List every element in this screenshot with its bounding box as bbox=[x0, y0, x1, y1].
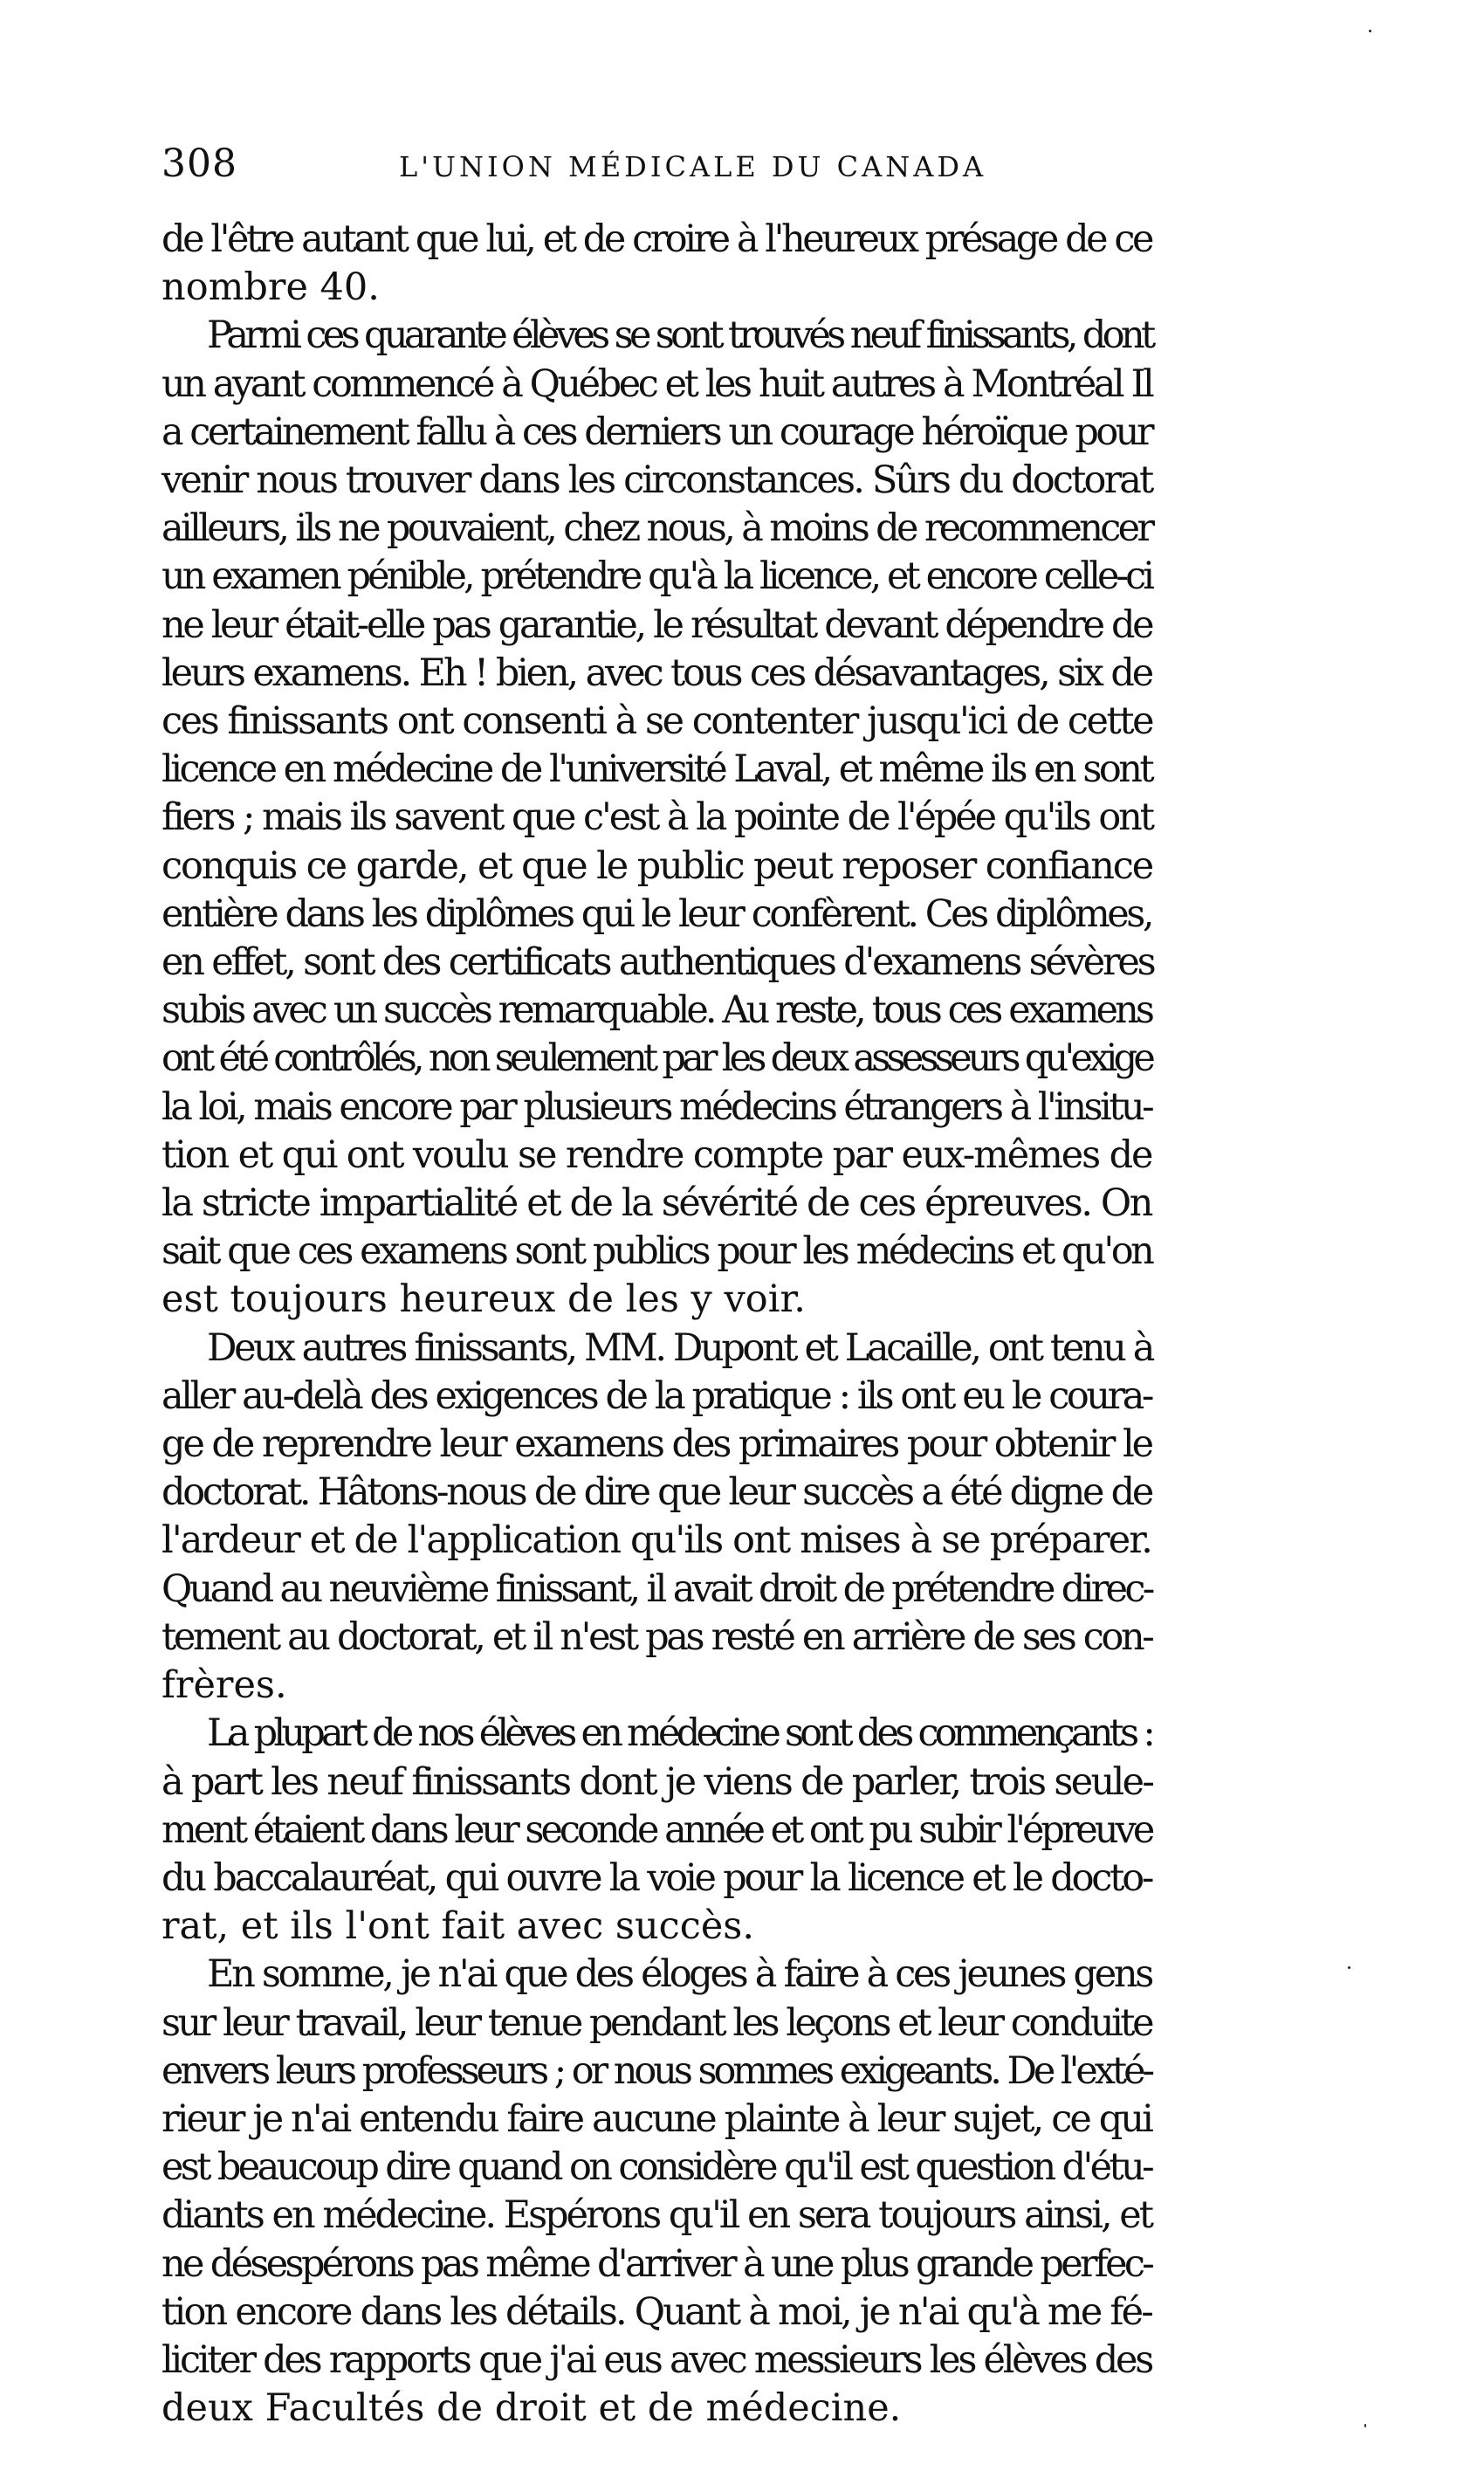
text-line: ailleurs, ils ne pouvaient, chez nous, à moins de recommencer bbox=[161, 506, 1152, 551]
ink-speck bbox=[1369, 30, 1371, 32]
text-line: sait que ces examens sont publics pour les médecins et qu'on bbox=[161, 1229, 1152, 1274]
text-line: frères. bbox=[161, 1663, 287, 1708]
text-line: envers leurs professeurs ; or nous sommes exigeants. De l'exté- bbox=[161, 2048, 1151, 2093]
text-line: un examen pénible, prétendre qu'à la licence, et encore celle-ci bbox=[161, 554, 1151, 599]
text-line: fiers ; mais ils savent que c'est à la pointe de l'épée qu'ils ont bbox=[161, 795, 1152, 840]
text-line: rieur je n'ai entendu faire aucune plainte à leur sujet, ce qui bbox=[161, 2096, 1151, 2141]
text-line: venir nous trouver dans les circonstances. Sûrs du doctorat bbox=[161, 458, 1152, 503]
text-line: aller au-delà des exigences de la pratique : ils ont eu le coura- bbox=[161, 1373, 1151, 1418]
text-line: sur leur travail, leur tenue pendant les leçons et leur conduite bbox=[161, 2000, 1151, 2045]
text-line: Parmi ces quarante élèves se sont trouvés neuf finissants, dont bbox=[207, 313, 1152, 358]
text-line: de l'être autant que lui, et de croire à l'heureux présage de ce bbox=[161, 217, 1151, 261]
text-line: tion encore dans les détails. Quant à moi, je n'ai qu'à me fé- bbox=[161, 2289, 1151, 2334]
text-line: ment étaient dans leur seconde année et ont pu subir l'épreuve bbox=[161, 1807, 1152, 1852]
text-line: entière dans les diplômes qui le leur confèrent. Ces diplômes, bbox=[161, 891, 1151, 936]
text-line: a certainement fallu à ces derniers un courage héroïque pour bbox=[161, 410, 1151, 454]
text-line: tion et qui ont voulu se rendre compte par eux-mêmes de bbox=[161, 1132, 1152, 1177]
text-line: est beaucoup dire quand on considère qu'il est question d'étu- bbox=[161, 2145, 1151, 2190]
text-line: subis avec un succès remarquable. Au reste, tous ces examens bbox=[161, 988, 1151, 1033]
text-line: ont été contrôlés, non seulement par les deux assesseurs qu'exige bbox=[161, 1036, 1151, 1081]
text-line: à part les neuf finissants dont je viens de parler, trois seule- bbox=[161, 1759, 1153, 1804]
text-line: En somme, je n'ai que des éloges à faire à ces jeunes gens bbox=[207, 1952, 1151, 1997]
page-header bbox=[161, 141, 1148, 194]
text-line: est toujours heureux de les y voir. bbox=[161, 1277, 806, 1322]
body-text bbox=[161, 216, 1154, 2433]
text-line: ces finissants ont consenti à se contenter jusqu'ici de cette bbox=[161, 699, 1153, 744]
text-line: ne désespérons pas même d'arriver à une plus grande perfec- bbox=[161, 2241, 1152, 2286]
text-line: La plupart de nos élèves en médecine sont des commençants : bbox=[207, 1711, 1152, 1756]
text-line: deux Facultés de droit et de médecine. bbox=[161, 2386, 902, 2431]
text-line: conquis ce garde, et que le public peut reposer confiance bbox=[161, 843, 1153, 888]
text-line: tement au doctorat, et il n'est pas resté en arrière de ses con- bbox=[161, 1614, 1152, 1659]
ink-speck bbox=[1364, 2424, 1366, 2427]
text-line: licence en médecine de l'université Laval, et même ils en sont bbox=[161, 747, 1152, 792]
ink-speck bbox=[1348, 1966, 1350, 1969]
text-line: du baccalauréat, qui ouvre la voie pour la licence et le docto- bbox=[161, 1855, 1152, 1900]
running-title: L'UNION MÉDICALE DU CANADA bbox=[398, 150, 987, 183]
text-line: doctorat. Hâtons-nous de dire que leur succès a été digne de bbox=[161, 1470, 1151, 1515]
text-line: nombre 40. bbox=[161, 265, 380, 310]
text-line: leurs examens. Eh ! bien, avec tous ces désavantages, six de bbox=[161, 651, 1151, 695]
text-line: l'ardeur et de l'application qu'ils ont mises à se préparer. bbox=[161, 1518, 1151, 1563]
text-line: Quand au neuvième finissant, il avait droit de prétendre direc- bbox=[161, 1566, 1152, 1611]
text-line: en effet, sont des certificats authentiques d'examens sévères bbox=[161, 940, 1154, 985]
text-line: un ayant commencé à Québec et les huit autres à Montréal Il bbox=[161, 361, 1152, 406]
text-line: Deux autres finissants, MM. Dupont et Lacaille, ont tenu à bbox=[207, 1325, 1153, 1370]
text-line: diants en médecine. Espérons qu'il en sera toujours ainsi, et bbox=[161, 2193, 1151, 2238]
text-line: ge de reprendre leur examens des primaires pour obtenir le bbox=[161, 1422, 1151, 1467]
text-line: rat, et ils l'ont fait avec succès. bbox=[161, 1904, 755, 1949]
text-line: liciter des rapports que j'ai eus avec messieurs les élèves des bbox=[161, 2337, 1151, 2382]
text-line: la loi, mais encore par plusieurs médecins étrangers à l'insitu- bbox=[161, 1084, 1152, 1129]
text-line: ne leur était-elle pas garantie, le résultat devant dépendre de bbox=[161, 602, 1152, 647]
text-line: la stricte impartialité et de la sévérité de ces épreuves. On bbox=[161, 1181, 1151, 1226]
page-number: 308 bbox=[161, 141, 237, 186]
